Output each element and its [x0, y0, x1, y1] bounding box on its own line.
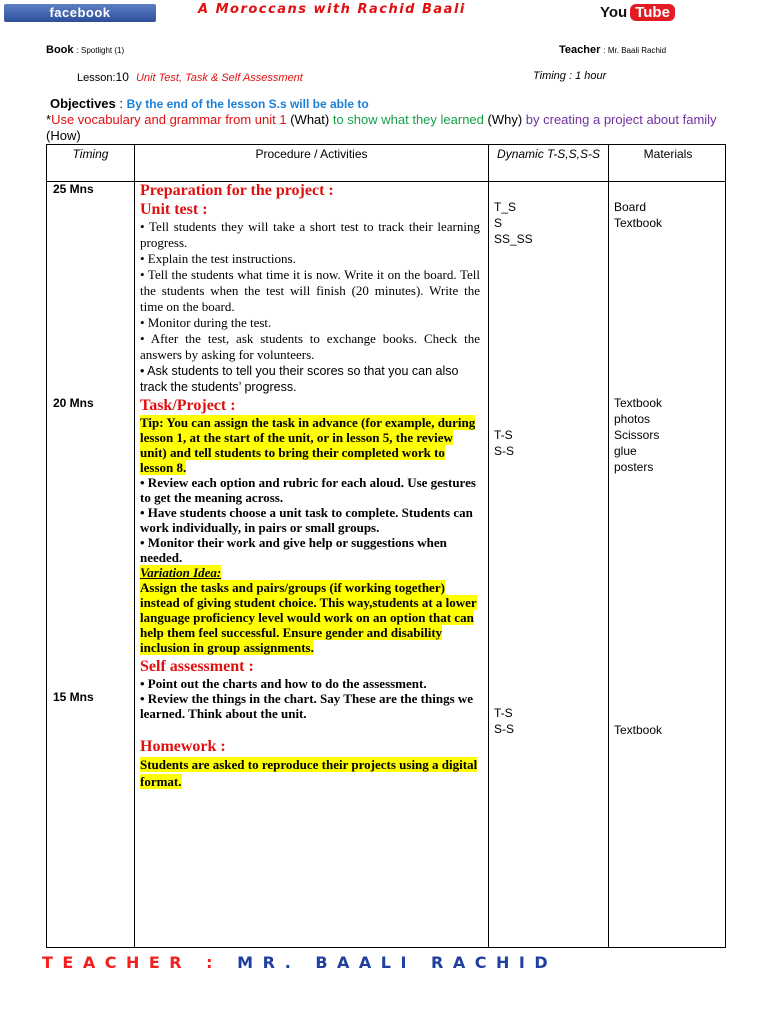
unit-test-item: • Ask students to tell you their scores so that you can also track the students’ progress. [140, 364, 459, 394]
materials-block-3 [614, 722, 662, 738]
banner-title: A Moroccans with Rachid Baali [198, 2, 466, 17]
footer-name: MR. BAALI RACHID [237, 954, 558, 972]
timing-line: Timing : 1 hour [533, 70, 607, 82]
lesson-number: 10 [115, 70, 129, 84]
objectives-text: By the end of the lesson S.s will be able to [126, 97, 369, 111]
footer-teacher: TEACHER [42, 954, 192, 972]
self-item: • Review the things in the chart. Say These are the things we learned. Think about the unit. [140, 691, 474, 721]
materials-block-2 [614, 395, 662, 475]
homework-text: Students are asked to reproduce their projects using a digital format. [140, 757, 478, 789]
lesson-title: Unit Test, Task & Self Assessment [135, 72, 303, 84]
header-dynamic: Dynamic T-S,S,S-S [497, 147, 600, 161]
variation-title: Variation Idea: [140, 565, 222, 580]
table-divider [134, 145, 135, 947]
objectives-label: Objectives [50, 96, 116, 111]
objective-why-label: (Why) [483, 112, 526, 127]
task-item: • Review each option and rubric for each aloud. Use gestures to get the meaning across. [140, 475, 476, 505]
teacher-line [559, 44, 666, 56]
task-item: • Have students choose a unit task to complete. Students can work individually, in pairs or small groups. [140, 505, 473, 535]
material-item: Textbook [614, 723, 663, 737]
teacher-value: : Mr. Baali Rachid [603, 46, 667, 55]
objectives-line [50, 96, 369, 111]
unit-test-title: Unit test : [140, 201, 208, 218]
unit-test-item: • After the test, ask students to exchange books. Check the answers by asking for volunteers. [140, 331, 480, 362]
dynamic-item: T_S [494, 200, 517, 214]
homework-title: Homework : [140, 738, 226, 755]
homework-block [140, 756, 480, 790]
dynamic-block-1 [494, 199, 533, 247]
task-title: Task/Project : [140, 397, 236, 414]
time-task: 20 Mns [53, 396, 94, 410]
objective-why: to show what they learned [332, 112, 484, 127]
unit-test-item: • Monitor during the test. [140, 315, 272, 330]
footer-colon: : [191, 954, 238, 972]
teacher-label: Teacher [559, 44, 601, 56]
header-materials: Materials [643, 147, 693, 161]
table-divider [488, 145, 489, 947]
self-assessment-title: Self assessment : [140, 658, 254, 675]
dynamic-item: S-S [494, 722, 515, 736]
dynamic-item: T-S [494, 706, 513, 720]
facebook-logo-text: facebook [49, 5, 111, 20]
dynamic-block-2 [494, 427, 514, 459]
material-item: Scissors [614, 428, 660, 442]
header-timing: Timing [72, 147, 109, 161]
variation-title-line [140, 565, 480, 580]
objective-how: by creating a project about family [525, 112, 717, 127]
material-item: photos [614, 412, 651, 426]
material-item: Textbook [614, 396, 663, 410]
unit-test-item: • Tell the students what time it is now. Write it on the board. Tell the students when the test will finish (20 minutes). Write the time on the board. [140, 267, 480, 314]
self-item: • Point out the charts and how to do the assessment. [140, 676, 427, 691]
lesson-label: Lesson: [77, 72, 116, 84]
task-tip-text: Tip: You can assign the task in advance (for example, during lesson 1, at the start of the unit, or in lesson 5, the review unit) and tell students to bring their completed work to lesson 8. [140, 415, 476, 475]
variation-text: Assign the tasks and pairs/groups (if working together) instead of giving student choice. This way,students at a lower language proficiency level would work on an option that can help them feel successful. Ensure gender and disability inclusion in group assignments. [140, 580, 477, 655]
dynamic-block-3 [494, 705, 514, 737]
header-procedure: Procedure / Activities [255, 147, 368, 161]
materials-block-1 [614, 199, 662, 231]
objectives-star: * [46, 112, 52, 127]
book-value: : Spotlight (1) [76, 46, 125, 55]
table-divider [608, 145, 609, 947]
facebook-logo [4, 4, 156, 22]
task-tip [140, 415, 480, 475]
time-unit-test: 25 Mns [53, 182, 94, 196]
youtube-logo-you: You [600, 3, 628, 21]
dynamic-item: S [494, 216, 503, 230]
task-item: • Monitor their work and give help or suggestions when needed. [140, 535, 447, 565]
procedure-content [140, 181, 480, 790]
material-item: Textbook [614, 216, 663, 230]
book-label: Book [46, 44, 74, 56]
prep-title: Preparation for the project : [140, 182, 334, 199]
lesson-plan-table [46, 144, 726, 948]
objectives-detail [46, 112, 726, 144]
objective-what: Use vocabulary and grammar from unit 1 [51, 112, 287, 127]
youtube-logo-tube: Tube [630, 4, 675, 21]
unit-test-item: • Explain the test instructions. [140, 251, 296, 266]
dynamic-item: SS_SS [494, 232, 533, 246]
lesson-line [77, 70, 303, 84]
material-item: Board [614, 200, 647, 214]
unit-test-item: • Tell students they will take a short test to track their learning progress. [140, 219, 480, 250]
book-line [46, 44, 124, 56]
objective-how-label: (How) [46, 128, 81, 143]
objective-what-label: (What) [286, 112, 333, 127]
youtube-logo [600, 3, 675, 21]
objectives-sep: : [115, 96, 127, 111]
material-item: posters [614, 460, 654, 474]
material-item: glue [614, 444, 637, 458]
dynamic-item: T-S [494, 428, 513, 442]
variation-block [140, 580, 480, 655]
dynamic-item: S-S [494, 444, 515, 458]
footer-banner [42, 954, 720, 972]
time-self-assessment: 15 Mns [53, 690, 94, 704]
